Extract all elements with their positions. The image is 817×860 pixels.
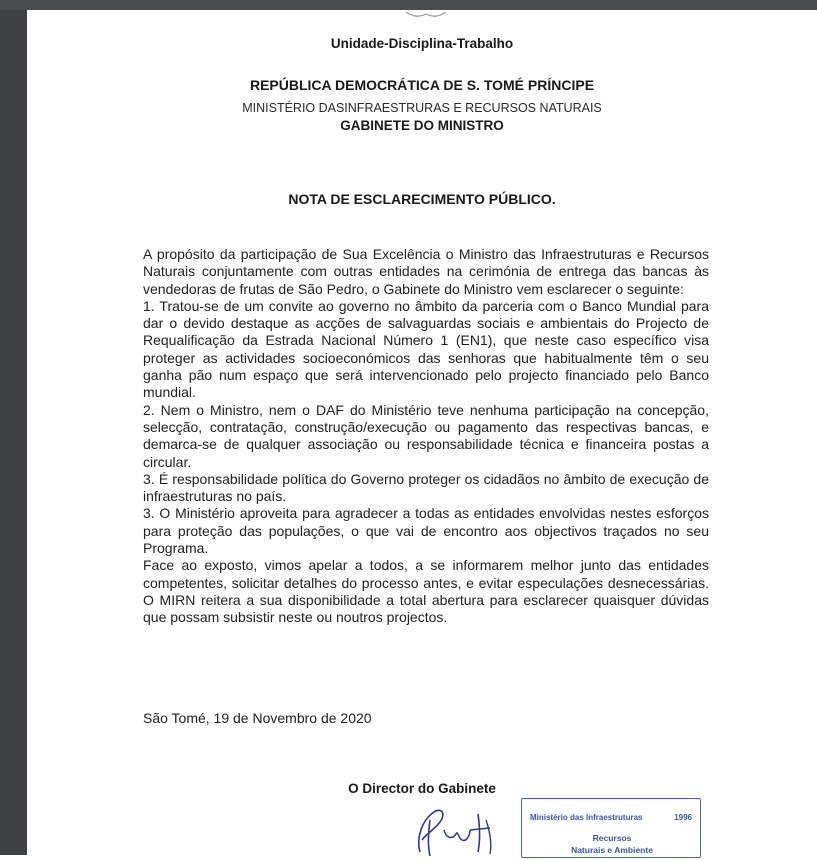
handwritten-signature: [382, 790, 512, 860]
republic-name: REPÚBLICA DEMOCRÁTICA DE S. TOMÉ PRÍNCIPE: [249, 77, 595, 93]
document-body: [143, 246, 709, 627]
signatory-role: O Director do Gabinete: [348, 781, 496, 796]
ministry-name: MINISTÉRIO DASINFRAESTRURAS E RECURSOS NATURAIS: [242, 101, 602, 115]
viewer-left-margin: [0, 10, 27, 855]
paragraph-point-3a: 3. É responsabilidade política do Governo proteger os cidadãos no âmbito de execução de infraestruturas no país.: [143, 470, 709, 505]
stamp-environment: Naturais e Ambiente: [571, 845, 653, 855]
paragraph-conclusion: Face ao exposto, vimos apelar a todos, a se informarem melhor junto das entidades competentes, solicitar detalhes do processo antes, e evitar especulações desnecessárias. O MIRN reitera a sua disponibilidade a total abertura para esclarecer quaisquer dúvidas que possam subsistir neste ou noutros projectos.: [143, 557, 709, 626]
cabinet-name: GABINETE DO MINISTRO: [340, 118, 504, 133]
stamp-ministry: Ministério das Infraestruturas: [530, 813, 643, 822]
coat-of-arms-emblem: [402, 10, 450, 18]
paragraph-point-2: 2. Nem o Ministro, nem o DAF do Ministério teve nenhuma participação na concepção, selecção, contratação, construção/execução ou pagamento das respectivas bancas, e demarca-se de qualquer associação ou responsabilidade técnica e financeira postas a circular.: [143, 401, 709, 470]
paragraph-intro: A propósito da participação de Sua Excelência o Ministro das Infraestruturas e Recursos Naturais conjuntamente com outras entidades na cerimónia de entrega das bancas às vendedoras de frutas de São Pedro, o Gabinete do Ministro vem esclarecer o seguinte:: [143, 246, 709, 297]
motto: Unidade-Disciplina-Trabalho: [330, 36, 514, 51]
stamp-code: 1996: [674, 813, 692, 822]
viewer-top-bar: [0, 0, 817, 10]
stamp-resources: Recursos: [592, 833, 632, 843]
official-stamp: [521, 798, 701, 858]
paragraph-point-3b: 3. O Ministério aproveita para agradecer a todas as entidades envolvidas nestes esforços para proteção das populações, o que vai de encontro aos objectivos traçados no seu Programa.: [143, 505, 709, 557]
date-line: São Tomé, 19 de Novembro de 2020: [143, 710, 372, 726]
document-page: [27, 10, 817, 855]
document-title: NOTA DE ESCLARECIMENTO PÚBLICO.: [288, 191, 556, 207]
paragraph-point-1: 1. Tratou-se de um convite ao governo no âmbito da parceria com o Banco Mundial para dar o devido destaque as acções de salvaguardas sociais e ambientais do Projecto de Requalificação da Estrada Nacional Número 1 (EN1), que neste caso específico visa proteger as actividades socioeconómicos das senhoras que habitualmente têm o seu ganha pão num espaço que será intervencionado pelo projecto financiado pelo Banco mundial.: [143, 297, 709, 401]
